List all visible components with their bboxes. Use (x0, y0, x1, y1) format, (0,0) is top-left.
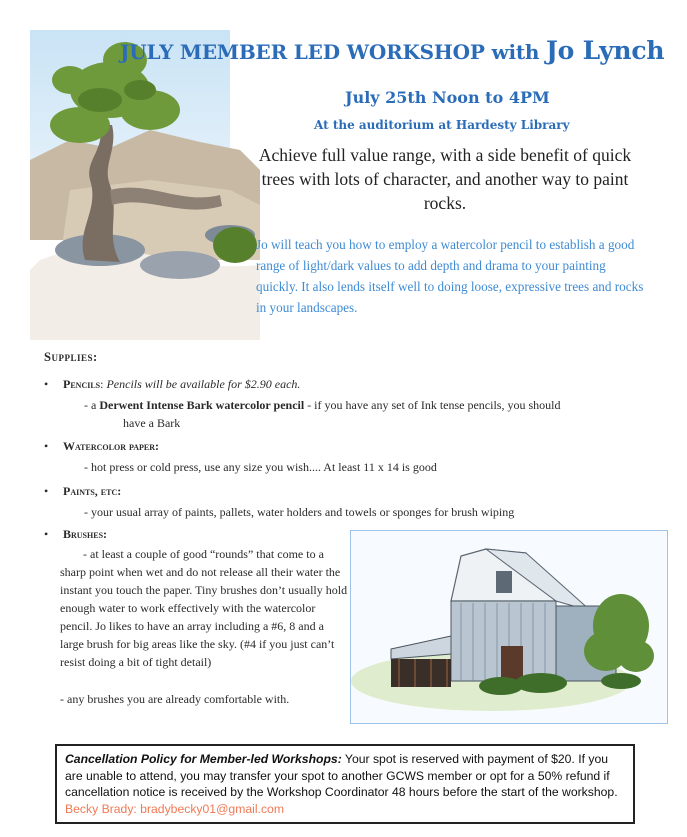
bullet: • (44, 484, 49, 498)
cancellation-policy-box (55, 744, 635, 824)
paints-item: - your usual array of paints, pallets, water holders and towels or sponges for brush wiping (84, 505, 515, 519)
policy-heading: Cancellation Policy for Member-led Workshops: (65, 752, 342, 766)
workshop-intro: Jo will teach you how to employ a watercolor pencil to establish a good range of light/dark values to add depth and drama to your painting quickly. It also lends itself well to doing loose, expressive trees and rocks in your landscapes. (256, 237, 644, 315)
barn-watercolor-image (351, 531, 667, 723)
pencils-item-cont: have a Bark (123, 416, 181, 430)
pencils-item-prefix: - a (84, 398, 100, 412)
policy-text: Your spot is reserved with payment of $20. If you are unable to attend, you may transfer your spot to another GCWS member or opt for a 50% refund if cancellation notice is received by the Workshop Coordinator 48 hours before the start of the workshop. (65, 752, 618, 799)
workshop-date-time: July 25th Noon to 4PM (345, 88, 550, 107)
pencils-note: Pencils will be available for $2.90 each. (106, 377, 301, 391)
brushes-item-1: - at least a couple of good “rounds” that come to a sharp point when wet and do not release all their water the instant you touch the paper. Tiny brushes don’t usually hold enough water to work effectively with the watercolor pencil. Jo likes to have an array including a #6, 8 and a large brush for big areas like the sky. (#4 if you just can’t resist doing a bit of tight detail) (60, 547, 348, 669)
coordinator-contact-link[interactable]: Becky Brady: bradybecky01@gmail.com (65, 801, 284, 816)
workshop-subtitle: Achieve full value range, with a side benefit of quick trees with lots of character, and another way to paint rocks. (258, 145, 632, 213)
instructor-name: Jo Lynch (546, 36, 665, 65)
supplies-heading: Supplies: (44, 350, 98, 364)
barn-watercolor-frame (350, 530, 668, 724)
bullet: • (44, 377, 49, 391)
tree-watercolor-image (30, 30, 260, 340)
paper-item: - hot press or cold press, use any size you wish.... At least 11 x 14 is good (84, 460, 437, 474)
workshop-location: At the auditorium at Hardesty Library (314, 118, 570, 132)
pencils-item-rest: - if you have any set of Ink tense pencils, you should (304, 398, 561, 412)
workshop-title (120, 36, 665, 65)
paper-label: Watercolor paper: (63, 439, 160, 453)
pencils-label: Pencils (63, 377, 101, 391)
brushes-item-2: - any brushes you are already comfortable with. (60, 692, 290, 706)
paints-label: Paints, etc: (63, 484, 122, 498)
pencils-item-bold: Derwent Intense Bark watercolor pencil (99, 398, 305, 412)
bullet: • (44, 439, 49, 453)
bullet: • (44, 527, 49, 541)
brushes-label: Brushes: (63, 527, 108, 541)
title-prefix: JULY MEMBER LED WORKSHOP with (120, 40, 540, 64)
